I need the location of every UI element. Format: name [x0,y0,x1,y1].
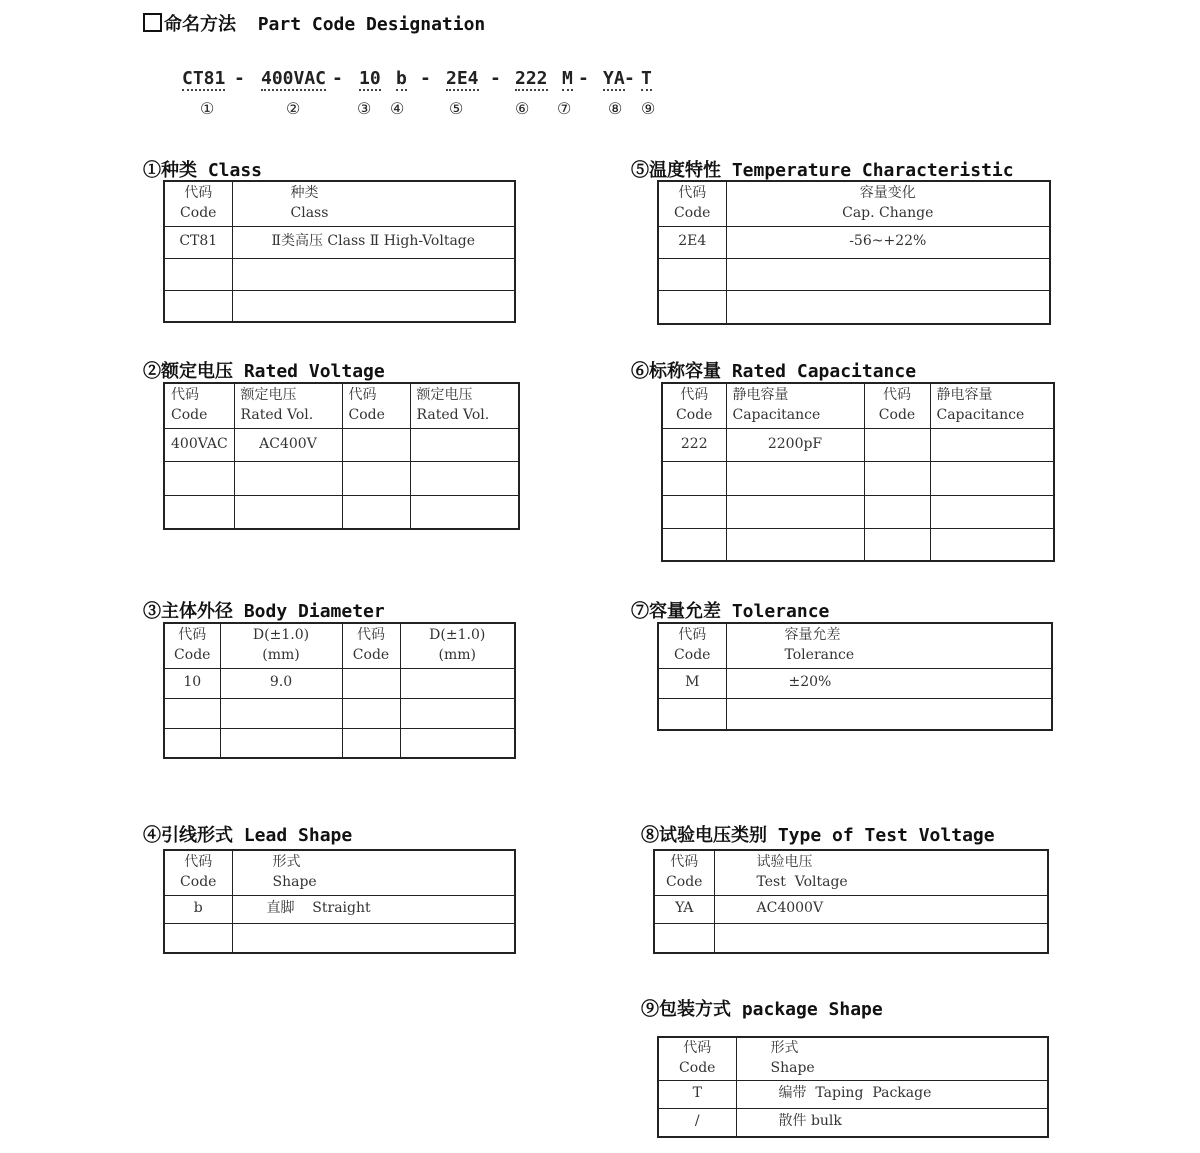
capacitance-table [661,382,1055,562]
table-header-row [658,181,1050,226]
code-segment-lead: b [396,68,407,89]
lead-table [163,849,516,954]
table-row [164,728,515,758]
table-row [658,698,1052,730]
table-row [164,495,519,529]
section-title-capacitance: ⑥标称容量 Rated Capacitance [631,361,917,382]
table-row: T 编带 Taping Package [658,1080,1048,1108]
temperature-table [657,180,1051,325]
code-separator: - [234,68,245,89]
table-row [658,290,1050,324]
code-segment-voltage: 400VAC [261,68,327,89]
table-header-row [654,850,1048,895]
table-row [662,461,1054,495]
class-table [163,180,516,323]
table-row [164,290,515,322]
table-header-row [662,383,1054,428]
code-segment-temperature: 2E4 [446,68,479,89]
table-row: YA AC4000V [654,895,1048,923]
table-row: 222 2200pF [662,428,1054,461]
header-cell: D(±1.0) (mm) [400,623,515,668]
table-row [164,923,515,953]
table-row: b 直脚 Straight [164,895,515,923]
header-cell: 代码 Code [662,383,726,428]
position-number: ⑦ [557,99,572,118]
table-row [654,923,1048,953]
table-header-row [658,1037,1048,1080]
section-title-diameter: ③主体外径 Body Diameter [143,601,385,622]
section-title-lead: ④引线形式 Lead Shape [143,825,353,846]
diameter-table [163,622,516,759]
table-row [164,461,519,495]
table-header-row [658,623,1052,668]
position-number: ① [200,99,215,118]
header-cell: 试验电压 Test Voltage [714,850,1048,895]
header-cell: 容量变化 Cap. Change [726,181,1050,226]
section-title-test-voltage: ⑧试验电压类别 Type of Test Voltage [641,825,995,846]
header-cell: 代码 Code [164,181,232,226]
tolerance-table [657,622,1053,731]
position-number: ④ [390,99,405,118]
position-number: ② [286,99,301,118]
table-row: 10 9.0 [164,668,515,698]
position-number: ⑨ [641,99,656,118]
header-cell: 种类 Class [232,181,515,226]
code-separator: - [578,68,589,89]
table-header-row [164,383,519,428]
table-row [662,528,1054,561]
table-row: / 散件 bulk [658,1108,1048,1137]
header-cell: 代码 Code [164,850,232,895]
table-row: CT81 Ⅱ类高压 Class Ⅱ High-Voltage [164,226,515,258]
table-header-row [164,181,515,226]
header-cell: 代码 Code [342,383,410,428]
header-cell: D(±1.0) (mm) [220,623,342,668]
header-cell: 额定电压 Rated Vol. [410,383,519,428]
header-cell: 容量允差 Tolerance [726,623,1052,668]
header-cell: 代码 Code [658,1037,736,1080]
header-cell: 静电容量 Capacitance [930,383,1054,428]
code-segment-tolerance: M [562,68,573,89]
table-row [164,698,515,728]
position-number: ⑤ [449,99,464,118]
position-number: ③ [357,99,372,118]
checkbox-square-icon [143,13,162,32]
code-segment-capacitance: 222 [515,68,548,89]
table-row: 400VAC AC400V [164,428,519,461]
code-separator: - [420,68,431,89]
table-row: 2E4 -56~+22% [658,226,1050,258]
table-row [164,258,515,290]
header-cell: 代码 Code [164,623,220,668]
header-cell: 额定电压 Rated Vol. [234,383,342,428]
header-cell: 静电容量 Capacitance [726,383,864,428]
code-segment-diameter: 10 [359,68,381,89]
header-cell: 形式 Shape [232,850,515,895]
code-segment-class: CT81 [182,68,226,89]
header-cell: 形式 Shape [736,1037,1048,1080]
section-title-voltage: ②额定电压 Rated Voltage [143,361,385,382]
header-cell: 代码 Code [654,850,714,895]
code-separator: - [624,68,635,89]
table-row: M ±20% [658,668,1052,698]
section-title-tolerance: ⑦容量允差 Tolerance [631,601,830,622]
code-segment-test-voltage: YA [603,68,625,89]
header-cell: 代码 Code [164,383,234,428]
table-row [658,258,1050,290]
section-title-class: ①种类 Class [143,160,263,181]
header-cell: 代码 Code [658,623,726,668]
header-cell: 代码 Code [864,383,930,428]
test-voltage-table [653,849,1049,954]
table-header-row [164,850,515,895]
package-table [657,1036,1049,1138]
voltage-table [163,382,520,530]
code-segment-package: T [641,68,652,89]
header-cell: 代码 Code [342,623,400,668]
section-title-temperature: ⑤温度特性 Temperature Characteristic [631,160,1014,181]
table-header-row [164,623,515,668]
code-separator: - [332,68,343,89]
position-number: ⑧ [608,99,623,118]
position-number: ⑥ [515,99,530,118]
header-cell: 代码 Code [658,181,726,226]
section-title-package: ⑨包装方式 package Shape [641,999,883,1020]
table-row [662,495,1054,528]
page-title: 命名方法 Part Code Designation [143,10,485,36]
code-separator: - [490,68,501,89]
